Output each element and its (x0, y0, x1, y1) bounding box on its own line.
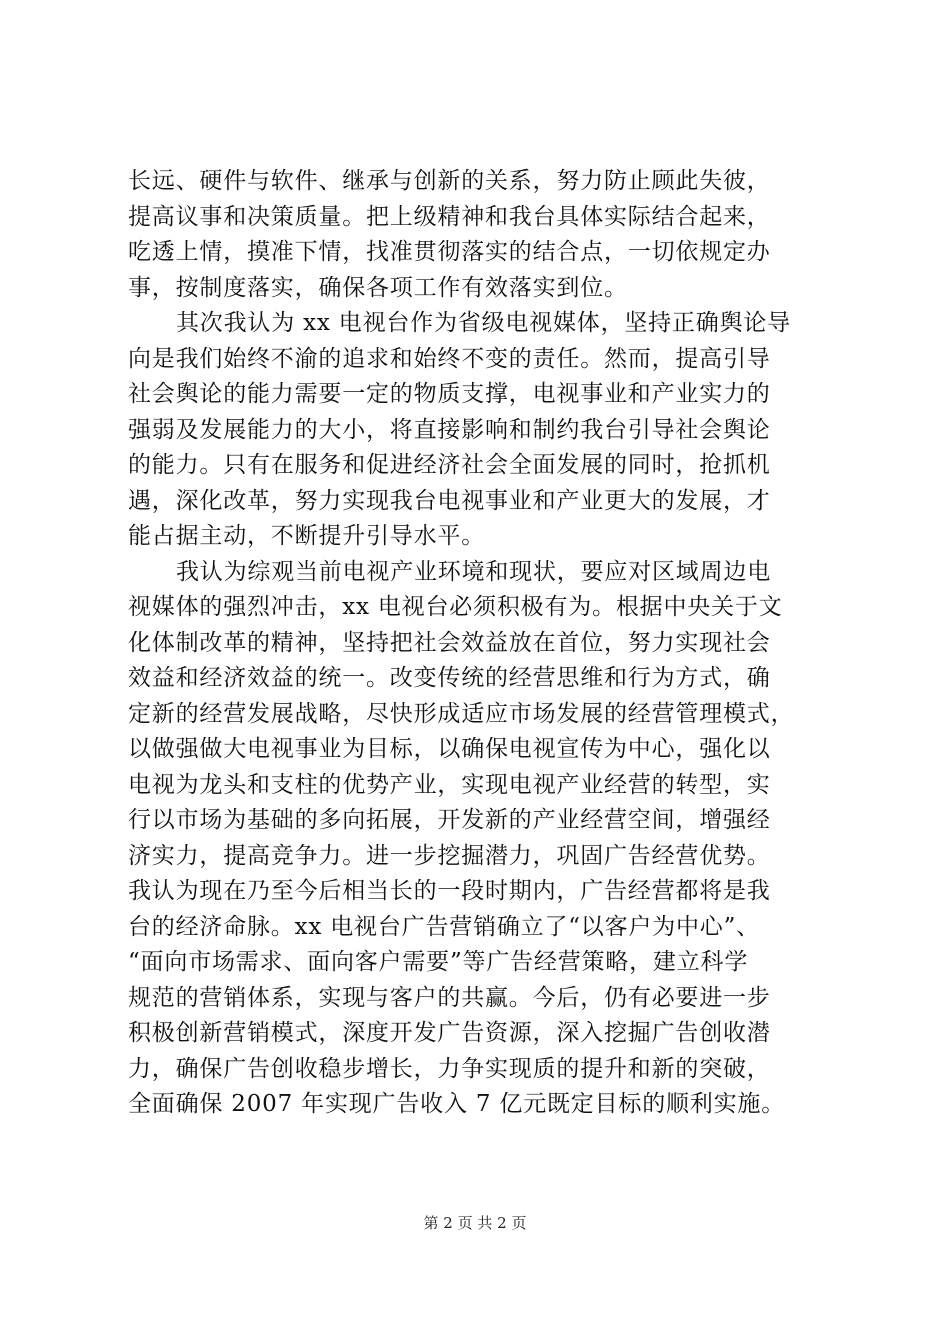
text-line: 吃透上情，摸准下情，找准贯彻落实的结合点，一切依规定办 (128, 239, 771, 265)
paragraph-2 (128, 306, 843, 555)
text-line: 积极创新营销模式，深度开发广告资源，深入挖掘广告创收潜 (128, 1020, 771, 1046)
document-body (128, 164, 843, 1123)
text-line: 我认为综观当前电视产业环境和现状，要应对区域周边电 (176, 558, 771, 585)
text-line: 长远、硬件与软件、继承与创新的关系，努力防止顾此失彼， (128, 168, 771, 194)
text-line: 规范的营销体系，实现与客户的共赢。今后，仍有必要进一步 (128, 984, 771, 1011)
text-line: 电视为龙头和支柱的优势产业，实现电视产业经营的转型，实 (128, 771, 771, 798)
text-line: 提高议事和决策质量。把上级精神和我台具体实际结合起来， (128, 203, 771, 230)
text-line: 力，确保广告创收稳步增长，力争实现质的提升和新的突破， (128, 1055, 771, 1082)
text-line: 视媒体的强烈冲击，xx 电视台必须积极有为。根据中央关于文 (128, 594, 783, 620)
text-line: 的能力。只有在服务和促进经济社会全面发展的同时，抢抓机 (128, 452, 771, 478)
page-number-footer: 第 2 页 共 2 页 (423, 1214, 527, 1232)
text-line: 其次我认为 xx 电视台作为省级电视媒体，坚持正确舆论导 (176, 310, 791, 336)
text-line: 台的经济命脉。xx 电视台广告营销确立了“以客户为中心”、 (128, 913, 760, 940)
text-line: 行以市场为基础的多向拓展，开发新的产业经营空间，增强经 (128, 807, 771, 833)
text-line: 社会舆论的能力需要一定的物质支撑，电视事业和产业实力的 (128, 381, 771, 407)
text-line: 全面确保 2007 年实现广告收入 7 亿元既定目标的顺利实施。 (128, 1091, 786, 1117)
text-line: 事，按制度落实，确保各项工作有效落实到位。 (128, 274, 628, 301)
text-line: 济实力，提高竞争力。进一步挖掘潜力，巩固广告经营优势。 (128, 842, 771, 869)
paragraph-1 (128, 164, 843, 306)
text-line: 我认为现在乃至今后相当长的一段时期内，广告经营都将是我 (128, 878, 771, 904)
text-line: 向是我们始终不渝的追求和始终不变的责任。然而，提高引导 (128, 345, 771, 372)
text-line: 遇，深化改革，努力实现我台电视事业和产业更大的发展，才 (128, 487, 771, 514)
text-line: 化体制改革的精神，坚持把社会效益放在首位，努力实现社会 (128, 629, 771, 656)
text-line: 能占据主动，不断提升引导水平。 (128, 523, 485, 549)
text-line: 定新的经营发展战略，尽快形成适应市场发展的经营管理模式， (128, 700, 795, 727)
paragraph-3 (128, 555, 843, 1123)
text-line: 以做强做大电视事业为目标，以确保电视宣传为中心，强化以 (128, 736, 771, 762)
text-line: 强弱及发展能力的大小，将直接影响和制约我台引导社会舆论 (128, 416, 771, 443)
text-line: “面向市场需求、面向客户需要”等广告经营策略，建立科学 (128, 949, 749, 975)
text-line: 效益和经济效益的统一。改变传统的经营思维和行为方式，确 (128, 665, 771, 691)
